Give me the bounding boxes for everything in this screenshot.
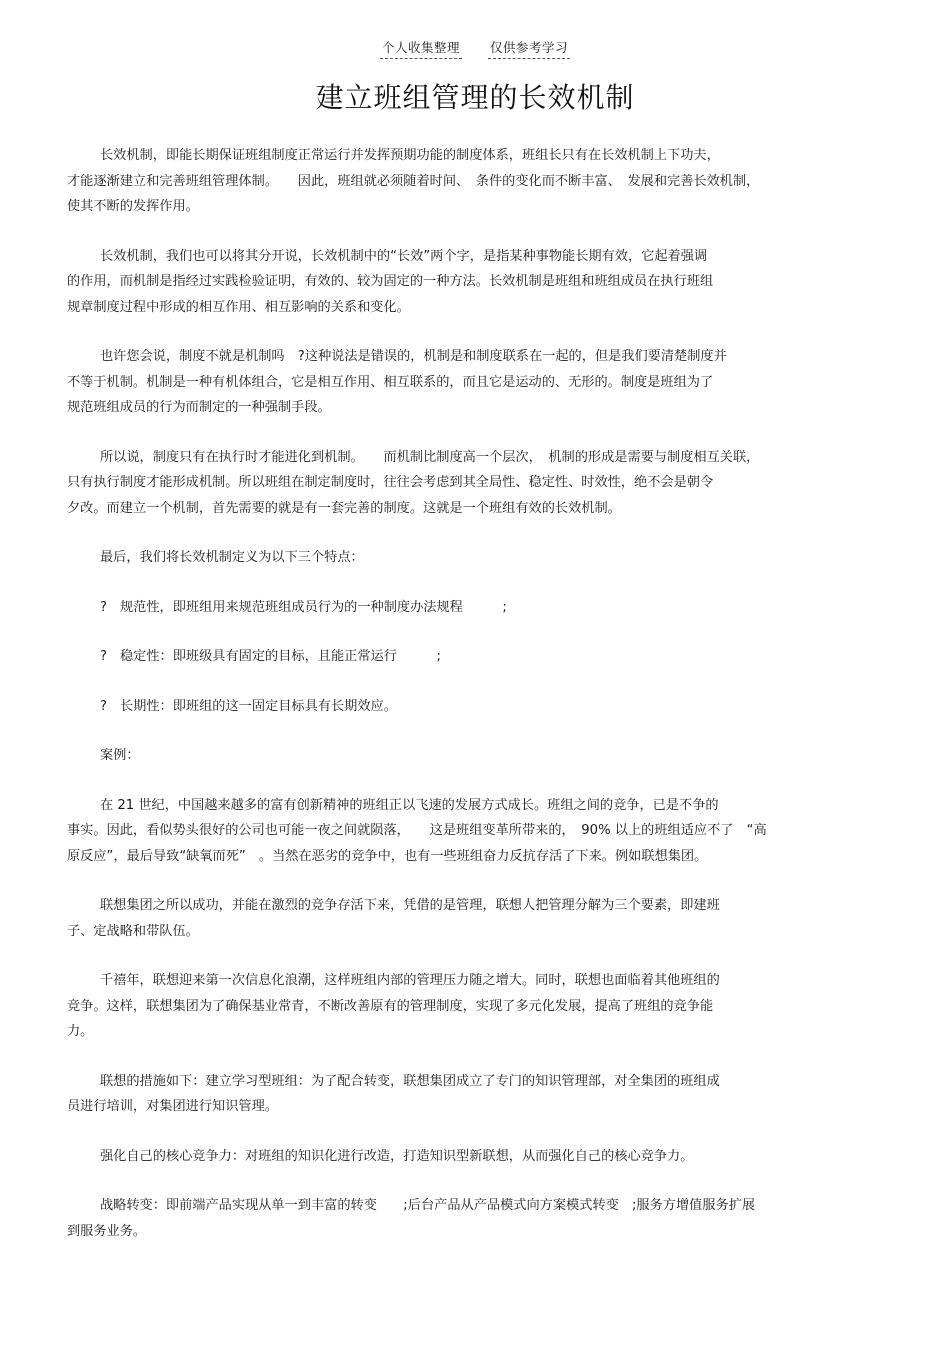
bullet-text: 稳定性：即班级具有固定的目标，且能正常运行 ;: [120, 649, 441, 664]
bullet-text: 长期性：即班组的这一固定目标具有长期效应。: [120, 698, 397, 714]
paragraph: [67, 1193, 883, 1244]
header-note: [0, 38, 950, 59]
paragraph-line: 所以说，制度只有在执行时才能进化到机制。 而机制比制度高一个层次， 机制的形成是需要与制度相互关联，: [100, 449, 760, 465]
paragraph-line: 长效机制，我们也可以将其分开说，长效机制中的“长效”两个字，是指某种事物能长期有效，它起着强调: [100, 248, 708, 264]
paragraph-line: 长效机制，即能长期保证班组制度正常运行并发挥预期功能的制度体系，班组长只有在长效机制上下功夫，: [100, 148, 720, 163]
bullet-item: [67, 595, 883, 621]
bullet-item: [67, 694, 883, 720]
paragraph-line: 的作用，而机制是指经过实践检验证明，有效的、较为固定的一种方法。长效机制是班组和班组成员在执行班组: [67, 274, 714, 289]
paragraph-line: 只有执行制度才能形成机制。所以班组在制定制度时，往往会考虑到其全局性、稳定性、时效性，绝不会是朝令: [67, 475, 714, 490]
paragraph-line: 不等于机制。机制是一种有机体组合，它是相互作用、相互联系的，而且它是运动的、无形的。制度是班组为了: [67, 374, 714, 390]
paragraph-line: 千禧年，联想迎来第一次信息化浪潮，这样班组内部的管理压力随之增大。同时，联想也面临着其他班组的: [100, 973, 720, 988]
header-note-left: 个人收集整理: [380, 38, 462, 59]
paragraph-line: 强化自己的核心竞争力：对班组的知识化进行改造，打造知识型新联想，从而强化自己的核心竞争力。: [100, 1148, 694, 1164]
paragraph: [67, 545, 883, 571]
paragraph: [67, 143, 883, 220]
intro-section: [67, 143, 883, 571]
bullet-mark: ?: [100, 599, 107, 615]
case-section: [67, 743, 883, 1244]
document-title: 建立班组管理的长效机制: [315, 81, 635, 114]
paragraph: [67, 244, 883, 321]
paragraph: [67, 1069, 883, 1120]
bullet-item: [67, 644, 883, 670]
paragraph-line: 规章制度过程中形成的相互作用、相互影响的关系和变化。: [67, 299, 410, 315]
paragraph: [67, 793, 883, 870]
paragraph: [67, 893, 883, 944]
bullet-mark: ?: [100, 649, 107, 664]
paragraph-line: 使其不断的发挥作用。: [67, 199, 199, 214]
paragraph: [67, 344, 883, 421]
paragraph-line: 员进行培训，对集团进行知识管理。: [67, 1099, 278, 1114]
paragraph-line: 也许您会说，制度不就是机制吗 ?这种说法是错误的，机制是和制度联系在一起的，但是我们要清楚制度并: [100, 349, 727, 364]
paragraph: [67, 743, 883, 769]
features-list: [67, 595, 883, 720]
paragraph-line: 到服务业务。: [67, 1223, 147, 1239]
paragraph-line: 规范班组成员的行为而制定的一种强制手段。: [67, 400, 331, 415]
paragraph-line: 夕改。而建立一个机制，首先需要的就是有一套完善的制度。这就是一个班组有效的长效机制。: [67, 500, 621, 516]
bullet-mark: ?: [100, 698, 107, 714]
paragraph-line: 力。: [67, 1024, 94, 1039]
paragraph-line: 案例：: [100, 748, 140, 763]
paragraph-line: 联想的措施如下：建立学习型班组：为了配合转变，联想集团成立了专门的知识管理部，对全集团的班组成: [100, 1073, 720, 1089]
paragraph-line: 在 21 世纪，中国越来越多的富有创新精神的班组正以飞速的发展方式成长。班组之间的竞争，已是不争的: [100, 797, 719, 813]
header-note-right: 仅供参考学习: [488, 38, 570, 59]
paragraph-line: 事实。因此，看似势头很好的公司也可能一夜之间就陨落， 这是班组变革所带来的， 90% 以上的班组适应不了 “高: [67, 823, 767, 838]
paragraph-line: 联想集团之所以成功，并能在激烈的竞争存活下来，凭借的是管理，联想人把管理分解为三个要素，即建班: [100, 898, 720, 913]
paragraph-line: 战略转变：即前端产品实现从单一到丰富的转变 ;后台产品从产品模式向方案模式转变 ;服务方增值服务扩展: [100, 1198, 756, 1213]
paragraph: [67, 445, 883, 522]
paragraph: [67, 968, 883, 1045]
paragraph-line: 原反应”，最后导致“缺氧而死” 。当然在恶劣的竞争中，也有一些班组奋力反抗存活了下来。例如联想集团。: [67, 848, 708, 864]
paragraph-line: 竞争。这样，联想集团为了确保基业常青，不断改善原有的管理制度，实现了多元化发展，提高了班组的竞争能: [67, 998, 714, 1014]
paragraph-line: 最后，我们将长效机制定义为以下三个特点：: [100, 550, 364, 565]
bullet-text: 规范性，即班组用来规范班组成员行为的一种制度办法规程 ;: [120, 599, 507, 615]
paragraph-line: 才能逐渐建立和完善班组管理体制。 因此，班组就必须随着时间、 条件的变化而不断丰富、 发展和完善长效机制，: [67, 173, 760, 189]
paragraph: [67, 1144, 883, 1170]
paragraph-line: 子、定战略和带队伍。: [67, 923, 199, 939]
document-body: [67, 143, 883, 1268]
